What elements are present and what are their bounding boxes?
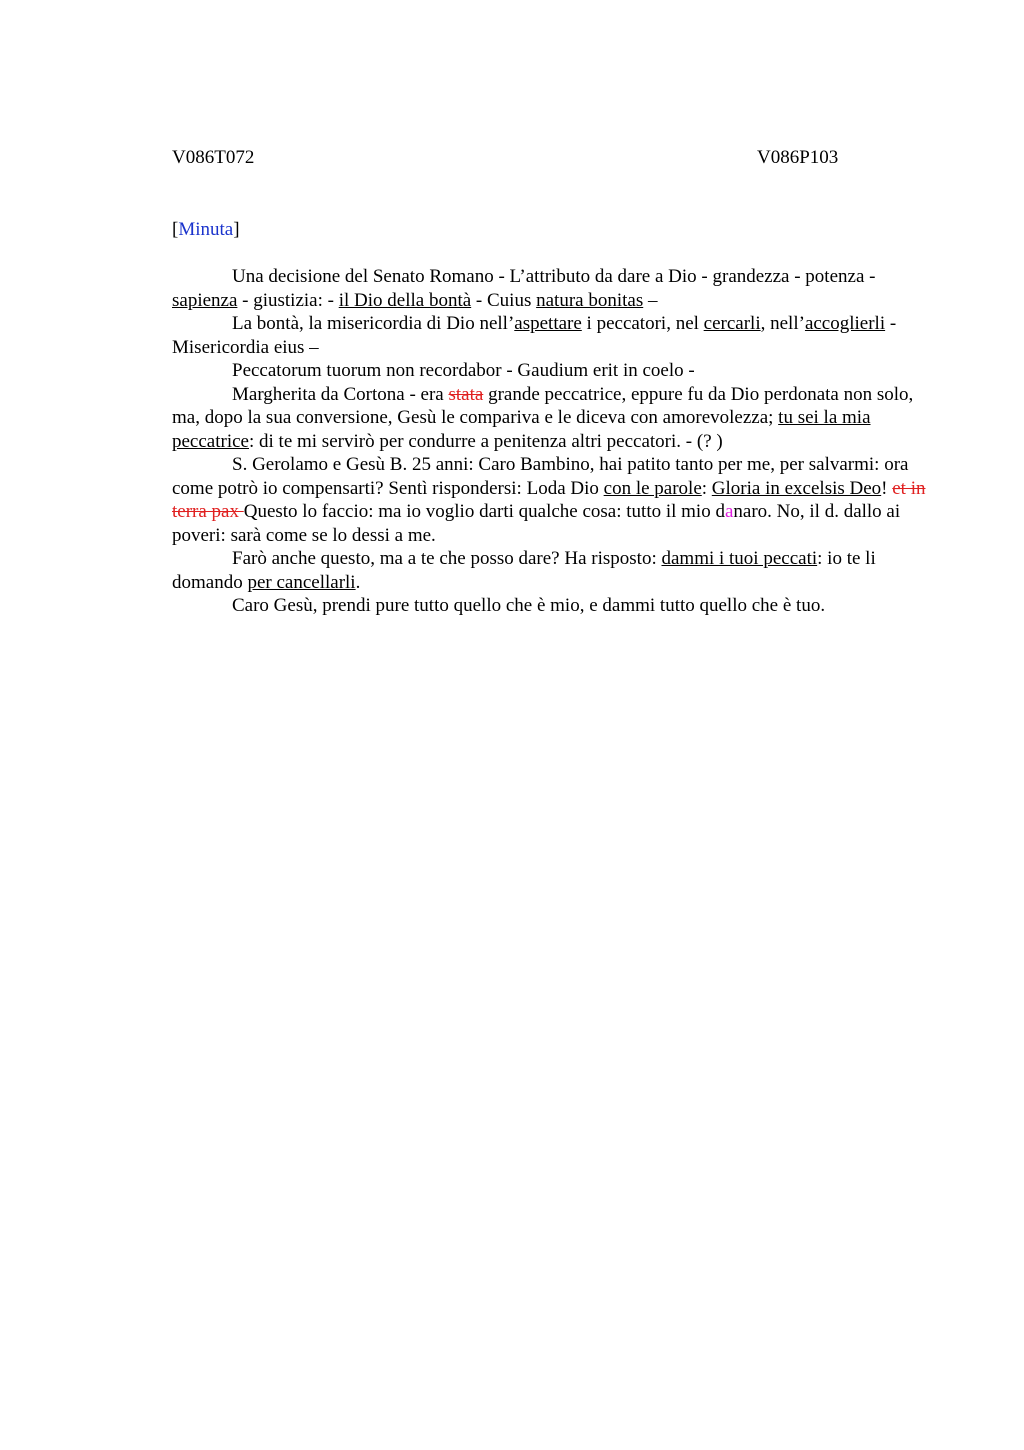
text-segment: . — [355, 571, 361, 593]
underlined-text: dammi i tuoi peccati — [661, 548, 818, 569]
underlined-text: cercarli — [703, 313, 761, 334]
paragraph — [172, 359, 934, 383]
text-segment: , nell’ — [760, 313, 805, 334]
underlined-text: sapienza — [172, 289, 238, 311]
text-segment: La bontà, la misericordia di Dio nell’ — [232, 313, 515, 334]
paragraph — [172, 594, 934, 618]
text-segment: : io te li domando — [172, 548, 876, 593]
underlined-text: accoglierli — [804, 313, 886, 334]
text-segment: - Misericordia eius – — [172, 313, 897, 358]
text-segment: ! — [881, 477, 893, 499]
text-segment: Una decisione del Senato Romano - L’attributo da dare a Dio - grandezza - potenza - — [232, 266, 876, 287]
draft-tag-label: Minuta — [178, 219, 234, 240]
text-segment: - Cuius — [471, 289, 537, 311]
underlined-text: con le parole — [603, 477, 702, 499]
paragraph — [172, 383, 934, 454]
text-segment: : — [701, 477, 712, 499]
text-segment: naro. No, il d. dallo ai poveri: sarà come se lo dessi a me. — [172, 501, 901, 546]
text-segment: i peccatori, nel — [581, 313, 704, 334]
deleted-text: et in terra pax — [172, 477, 926, 522]
underlined-text: natura bonitas — [536, 289, 644, 311]
inserted-text: a — [724, 501, 734, 522]
text-segment: - giustizia: - — [237, 289, 339, 311]
paragraph — [172, 453, 934, 547]
underlined-text: aspettare — [514, 313, 582, 334]
underlined-text: per cancellarli — [247, 571, 356, 593]
text-segment: Questo lo faccio: ma io voglio darti qualche cosa: tutto il mio d — [243, 501, 725, 522]
paragraph — [172, 547, 934, 594]
draft-tag-open-bracket: [ — [172, 219, 179, 240]
document-body — [172, 265, 934, 618]
draft-tag-close-bracket: ] — [233, 219, 240, 240]
text-segment: grande peccatrice, eppure fu da Dio perdonata non solo, ma, dopo la sua conversione, Gesù le compariva e le diceva con amorevolezza; — [172, 383, 914, 428]
underlined-text: tu sei la mia peccatrice — [172, 407, 871, 452]
underlined-text: Gloria in excelsis Deo — [711, 477, 882, 499]
paragraph — [172, 265, 934, 312]
text-segment: Caro Gesù, prendi pure tutto quello che è mio, e dammi tutto quello che è tuo. — [232, 595, 826, 616]
document-code-right: V086P103 — [757, 147, 839, 168]
underlined-text: il Dio della bontà — [338, 289, 472, 311]
text-segment: – — [643, 289, 658, 311]
paragraph — [172, 312, 934, 359]
document-code-left: V086T072 — [172, 147, 255, 168]
deleted-text: stata — [448, 383, 484, 405]
text-segment: Peccatorum tuorum non recordabor - Gaudium erit in coelo - — [232, 360, 695, 381]
text-segment: S. Gerolamo e Gesù B. 25 anni: Caro Bambino, hai patito tanto per me, per salvarmi: ora come potrò io compensarti? Sentì rispondersi: Loda Dio — [172, 454, 909, 499]
text-segment: : di te mi servirò per condurre a penitenza altri peccatori. - (? ) — [248, 430, 723, 452]
draft-tag — [172, 218, 240, 242]
text-segment: Farò anche questo, ma a te che posso dare? Ha risposto: — [232, 548, 662, 569]
text-segment: Margherita da Cortona - era — [232, 383, 449, 405]
